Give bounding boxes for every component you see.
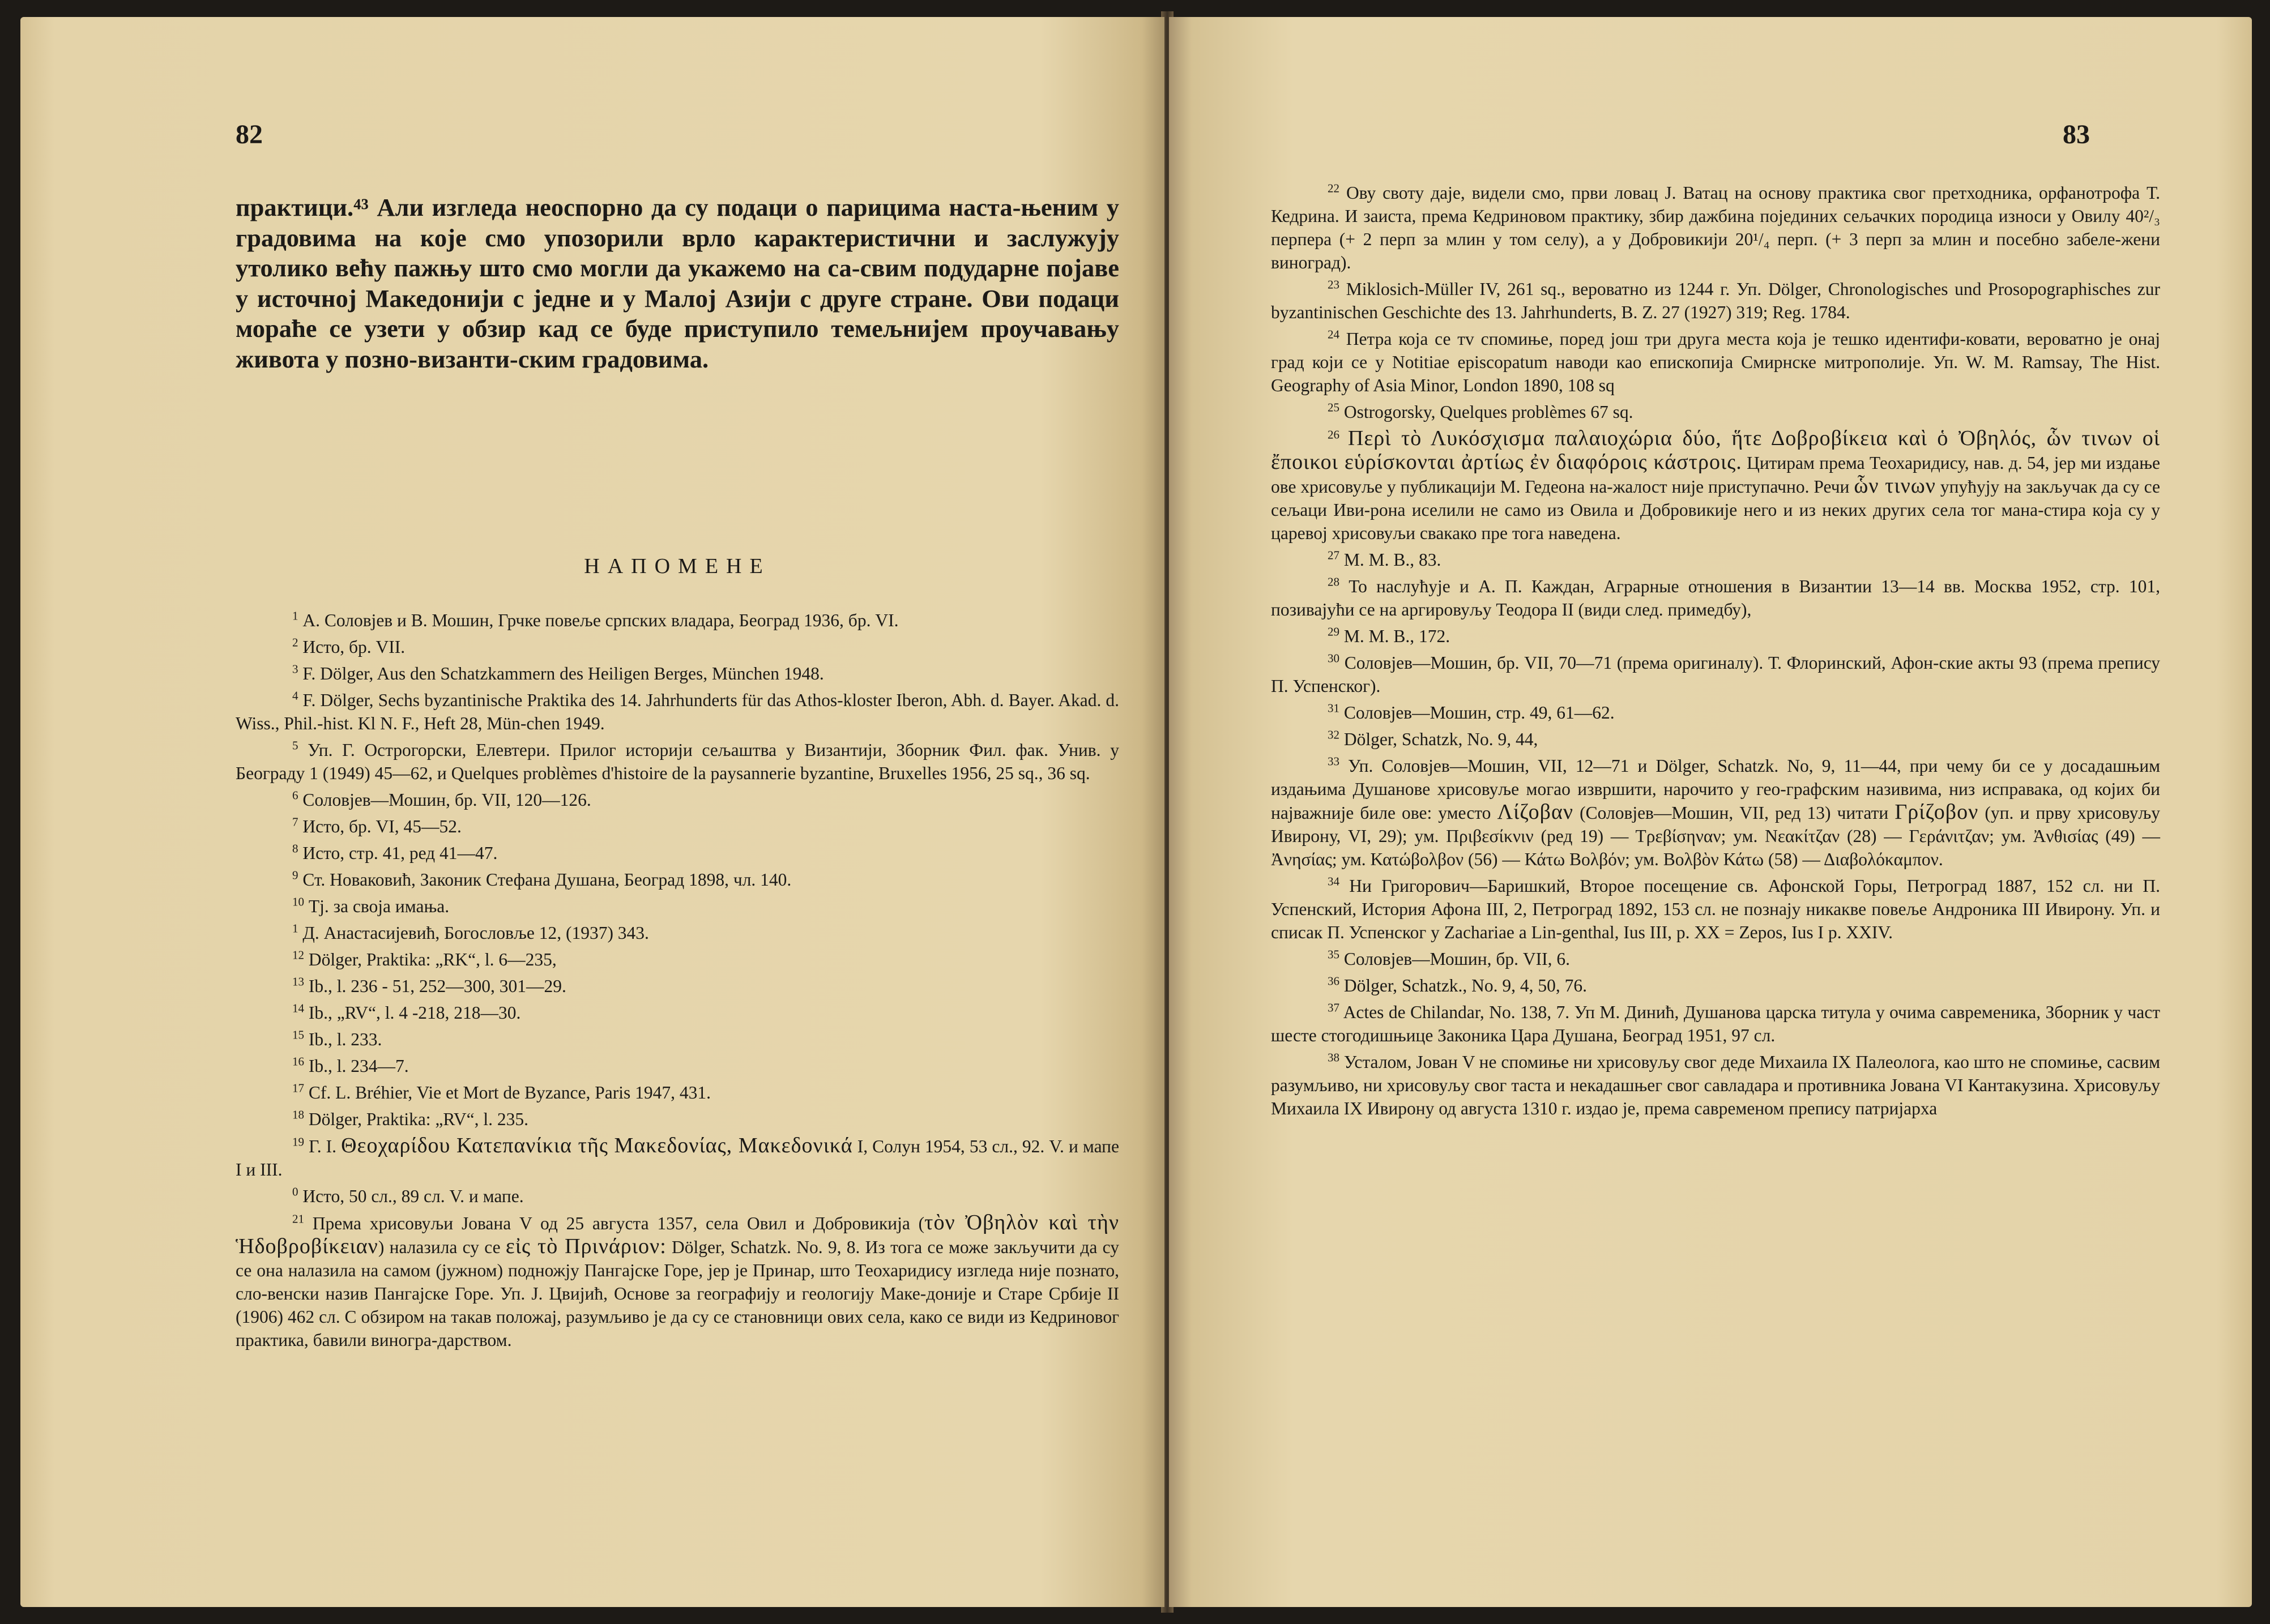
footnote-number: 34 bbox=[1328, 874, 1339, 888]
footnote-text: (уп. и прву хрисовуљу Ивирону, VI, 29); ум. Πριβεσίκνιν (ред 19) — Τρεβίσηναν; ум. Νεακίτζαν (28) — Γεράνιτζαν; ум. Ἀνθισίας (49) — Ἀνησίας; ум. Κατώβολβον (56) — Κάτω Βολβόν; ум. Βολβὸν Κάτω (58) — Διαβολόκαμπον. bbox=[1271, 803, 2160, 869]
footnote-text: F. Dölger, Sechs byzantinische Praktika des 14. Jahrhunderts für das Athos-kloster Iberon, Abh. d. Bayer. Akad. d. Wiss., Phil.-hist. Kl N. F., Heft 28, Mün-chen 1949. bbox=[236, 690, 1119, 733]
footnote-text: Г. І. bbox=[309, 1136, 342, 1156]
footnote-number: 23 bbox=[1328, 277, 1339, 292]
footnote-number: 7 bbox=[292, 815, 298, 829]
footnote bbox=[1271, 1001, 2160, 1047]
footnote-text: Исто, бр. VI, 45—52. bbox=[302, 817, 462, 836]
footnote-text: Ostrogorsky, Quelques problèmes 67 sq. bbox=[1343, 402, 1633, 422]
footnote-text: Исто, бр. VII. bbox=[302, 637, 406, 657]
footnote bbox=[236, 635, 1119, 659]
body-paragraph bbox=[236, 193, 1119, 374]
footnote-text: М. М. В., 83. bbox=[1343, 550, 1441, 570]
footnote bbox=[1271, 874, 2160, 944]
footnote bbox=[236, 841, 1119, 865]
footnote-text: Уп. Г. Острогорски, Елевтери. Прилог историји сељаштва у Византији, Зборник Фил. фак. Унив. у Београду 1 (1949) 45—62, и Quelques problèmes d'histoire de la paysannerie byzantine, Bruxelles 1956, 25 sq., 36 sq. bbox=[236, 740, 1119, 783]
footnote-number: 19 bbox=[292, 1135, 304, 1149]
footnote bbox=[1271, 651, 2160, 698]
footnote-number: 33 bbox=[1328, 754, 1339, 768]
footnote-text: Dölger, Schatzk, No. 9, 44, bbox=[1343, 729, 1538, 749]
footnote-number: 22 bbox=[1328, 181, 1339, 195]
footnote-text: Соловјев—Мошин, стр. 49, 61—62. bbox=[1343, 703, 1615, 723]
footnote bbox=[236, 1081, 1119, 1104]
footnote-text: Ib., l. 234—7. bbox=[308, 1056, 409, 1076]
footnote-text: Dölger, Praktika: „RV“, l. 235. bbox=[308, 1109, 529, 1129]
greek-quote: τὸν Ὀβηλὸν καὶ τὴν Ἡδοβροβίκειαν bbox=[236, 1211, 1120, 1258]
footnote-number: 35 bbox=[1328, 947, 1339, 961]
footnote-text: I, Солун 1954, 53 сл., 92. V. и мапе I и III. bbox=[236, 1136, 1120, 1179]
greek-quote: Γρίζοβον bbox=[1894, 800, 1979, 824]
footnote bbox=[236, 1028, 1119, 1051]
footnote-number: 4 bbox=[292, 689, 298, 703]
footnote-number: 12 bbox=[292, 948, 304, 962]
footnote-number: 37 bbox=[1328, 1001, 1339, 1015]
left-page bbox=[20, 17, 1164, 1607]
footnote bbox=[1271, 1050, 2160, 1120]
footnote-number: 17 bbox=[292, 1081, 304, 1095]
footnote-text: Цитирам према Теохаридису, нав. д. 54, јер ми издање ове хрисовуље у публикацији М. Гедеона на-жалост није приступачно. Речи bbox=[1271, 453, 2160, 497]
footnote bbox=[1271, 974, 2160, 997]
footnote-text: Actes de Chilandar, No. 138, 7. Уп М. Динић, Душанова царска титула у очима савременика, Зборник у част шесте стогодишњице Законика Цара Душана, Београд 1951, 97 сл. bbox=[1271, 1002, 2160, 1045]
footnote-text: Уп. Соловјев—Мошин, VII, 12—71 и Dölger, Schatzk. No, 9, 11—44, при чему би се у досадашњим издањима Душанове хрисовуље могао извршити, нарочито у гео-графским називима, низ исправака, од којих би најважније биле ове: уместо bbox=[1271, 756, 2161, 823]
footnote-number: 38 bbox=[1328, 1050, 1339, 1065]
footnote-text: А. Соловјев и В. Мошин, Грчке повеље српских владара, Београд 1936, бр. VI. bbox=[302, 610, 899, 630]
footnote-text: М. М. В., 172. bbox=[1343, 626, 1450, 646]
footnote-text: Усталом, Јован V не спомиње ни хрисовуљу свог деде Михаила IX Палеолога, као што не спомиње, сасвим разумљиво, ни хрисовуљу свог таста и некадашњег свог савладара и противника Јована VI Кантакузина. Хрисовуљу Михаила IX Ивирону од августа 1310 г. издао је, према савременом препису патријарха bbox=[1271, 1052, 2161, 1118]
footnote bbox=[1271, 625, 2160, 648]
footnote-number: 8 bbox=[292, 841, 298, 856]
footnote bbox=[1271, 327, 2160, 397]
footnote-text: Исто, 50 сл., 89 сл. V. и мапе. bbox=[302, 1186, 524, 1206]
footnote-number: 29 bbox=[1328, 625, 1339, 639]
footnote bbox=[236, 1185, 1119, 1208]
footnote-number: 9 bbox=[292, 868, 298, 882]
footnote bbox=[1271, 181, 2160, 274]
footnote-number: 31 bbox=[1328, 701, 1339, 715]
footnote bbox=[236, 1134, 1119, 1181]
greek-quote: Θεοχαρίδου Κατεπανίκια τῆς Μακεδονίας, Μακεδονικά bbox=[341, 1134, 853, 1157]
footnote-number: 1 bbox=[292, 609, 298, 623]
footnote-number: 21 bbox=[292, 1212, 304, 1226]
footnote-text: Ib., l. 236 - 51, 252—300, 301—29. bbox=[308, 976, 566, 996]
footnote-number: 2 bbox=[292, 635, 298, 649]
greek-quote: εἰς τὸ Πρινάριον: bbox=[505, 1234, 667, 1258]
greek-quote: Λίζοβαν bbox=[1497, 800, 1574, 824]
footnote-text: Dölger, Schatzk. No. 9, 8. Из тога се може закључити да су се она налазила на самом (јужном) подножју Пангајске Горе, јер је Принар, што Теохаридису изгледа није познато, сло-венски назив Пангајске Горе. Уп. Ј. Цвијић, Основе за географију и геологију Маке-доније и Старе Србије II (1906) 462 сл. С обзиром на такав положај, разумљиво је да су се становници ових села, како се види из Кедриновог практика, бавили виногра-дарством. bbox=[236, 1237, 1119, 1350]
footnote-text: Ову своту даје, видели смо, први ловац Ј. Ватац на основу практика свог претходника, орфанотрофа Т. Кедрина. И заиста, према Кедриновом практику, збир дажбина појединих сељачких породица износи у Овилу 40²/₃ перпера (+ 2 перп за млин у том селу), а у Добровикији 20¹/₄ перп. (+ 3 перп за млин и посебно забеле-жени виноград). bbox=[1271, 183, 2161, 272]
greek-quote: ὧν τινων bbox=[1854, 474, 1936, 498]
footnote-text: Ни Григорович—Баришкий, Второе посещение св. Афонской Горы, Петроград 1887, 152 сл. ни П. Успенский, История Афона III, 2, Петроград 1892, 153 сл. не познају никакве повеље Андроника III Ивирону. Уп. и списак П. Успенског у Zachariae a Lin-genthal, Ius III, p. XX = Zepos, Ius I p. XXIV. bbox=[1271, 876, 2160, 942]
footnote bbox=[236, 1108, 1119, 1131]
footnote-number: 27 bbox=[1328, 548, 1339, 562]
right-page bbox=[1169, 17, 2252, 1607]
footnote-number: 1 bbox=[292, 921, 298, 935]
footnote-number: 3 bbox=[292, 662, 298, 676]
footnote-text: Тј. за своја имања. bbox=[308, 896, 450, 916]
footnote-text: Соловјев—Мошин, бр. VII, 6. bbox=[1343, 949, 1570, 969]
footnote-number: 5 bbox=[292, 738, 298, 753]
footnote bbox=[1271, 277, 2160, 324]
page-number: 83 bbox=[2063, 119, 2090, 149]
footnote bbox=[236, 975, 1119, 998]
footnote-text: Соловјев—Мошин, бр. VII, 120—126. bbox=[302, 790, 591, 810]
footnote-text: F. Dölger, Aus den Schatzkammern des Heiligen Berges, München 1948. bbox=[302, 664, 824, 683]
footnote-text: Ст. Новаковић, Законик Стефана Душана, Београд 1898, чл. 140. bbox=[302, 870, 792, 890]
footnote-text: Cf. L. Bréhier, Vie et Mort de Byzance, Paris 1947, 431. bbox=[308, 1083, 711, 1102]
footnote bbox=[236, 1211, 1119, 1352]
footnote-text: То наслућује и А. П. Каждан, Аграрные отношения в Византии 13—14 вв. Москва 1952, стр. 101, позивајући се на аргировуљу Теодора II (види след. примедбу), bbox=[1271, 576, 2160, 619]
footnote-number: 14 bbox=[292, 1001, 304, 1015]
footnote-text: Dölger, Schatzk., No. 9, 4, 50, 76. bbox=[1343, 976, 1588, 995]
footnote-text: Ib., „RV“, l. 4 -218, 218—30. bbox=[308, 1003, 521, 1023]
footnote-number: 26 bbox=[1328, 428, 1339, 442]
footnote-text: Dölger, Praktika: „RK“, l. 6—235, bbox=[308, 950, 557, 969]
footnote-number: 32 bbox=[1328, 728, 1339, 742]
footnote bbox=[236, 815, 1119, 838]
footnote-text: Д. Анастасијевић, Богословље 12, (1937) 343. bbox=[302, 923, 649, 943]
footnote-number: 6 bbox=[292, 788, 298, 802]
footnote bbox=[1271, 947, 2160, 971]
footnote bbox=[236, 895, 1119, 918]
footnote-text: ) налазила су се bbox=[378, 1237, 506, 1257]
footnote bbox=[236, 662, 1119, 685]
footnote bbox=[1271, 575, 2160, 621]
footnote bbox=[1271, 754, 2160, 871]
greek-quote: Περὶ τὸ Λυκόσχισμα παλαιοχώρια δύο, ἥτε Δοβροβίκεια καὶ ὁ Ὀβηλός, ὧν τινων οἱ ἔποικοι εὑρίσκονται ἀρτίως ἐν διαφόροις κάστροις. bbox=[1271, 426, 2161, 474]
footnote bbox=[236, 868, 1119, 891]
notes-heading: НАПОМЕНЕ bbox=[584, 554, 771, 578]
footnote-number: 15 bbox=[292, 1028, 304, 1042]
footnote-text: (Соловјев—Мошин, VII, ред 13) читати bbox=[1573, 803, 1895, 823]
footnote bbox=[236, 921, 1119, 945]
footnote bbox=[236, 1001, 1119, 1024]
footnote-text: Исто, стр. 41, ред 41—47. bbox=[302, 843, 498, 863]
footnote-text: Ib., l. 233. bbox=[308, 1029, 382, 1049]
footnote-number: 36 bbox=[1328, 974, 1339, 988]
footnote-text: Miklosich-Müller IV, 261 sq., вероватно из 1244 г. Уп. Dölger, Chronologisches und Prosopographisches zur byzantinischen Geschichte des 13. Jahrhunderts, B. Z. 27 (1927) 319; Reg. 1784. bbox=[1271, 279, 2160, 322]
page-number: 82 bbox=[236, 119, 263, 149]
footnote-text: упућују на закључак да су се сељаци Иви-рона иселили не само из Овила и Добровикије него и из неких других села тог мана-стира која су у царевој хрисовуљи свакако пре тога наведена. bbox=[1271, 477, 2161, 543]
footnotes-left bbox=[236, 609, 1119, 1355]
footnote bbox=[236, 689, 1119, 735]
body-text: практици.⁴³ Али изгледа неоспорно да су подаци о парицима наста-њеним у градовима на које смо упозорили врло карактеристични и заслужују утолико већу пажњу што смо могли да укажемо на са-свим подударне појаве у источној Македонији с једне и у Малој Азији с друге стране. Ови подаци мораће се узети у обзир кад се буде приступило темељнијем проучавању живота у позно-византи-ским градовима. bbox=[236, 193, 1119, 373]
footnote-number: 16 bbox=[292, 1054, 304, 1069]
footnote-number: 18 bbox=[292, 1108, 304, 1122]
footnote bbox=[236, 948, 1119, 971]
footnote bbox=[236, 1054, 1119, 1078]
footnote bbox=[1271, 728, 2160, 751]
footnote bbox=[1271, 400, 2160, 424]
footnote-number: 25 bbox=[1328, 400, 1339, 414]
footnote-number: 30 bbox=[1328, 651, 1339, 665]
footnote-text: Соловјев—Мошин, бр. VII, 70—71 (према оригиналу). Т. Флоринский, Афон-ские акты 93 (према препису П. Успенског). bbox=[1271, 653, 2161, 696]
footnote-number: 28 bbox=[1328, 575, 1339, 589]
footnote-text: Петра која се тv спомиње, поред још три друга места која је тешко идентифи-ковати, вероватно је онај град који се у Notitiae episcopatum наводи као епископија Смирнске митрополије. Уп. W. M. Ramsay, The Hist. Geography of Asia Minor, London 1890, 108 sq bbox=[1271, 329, 2161, 395]
footnotes-right bbox=[1271, 181, 2160, 1123]
footnote bbox=[1271, 548, 2160, 571]
footnote bbox=[236, 738, 1119, 785]
footnote bbox=[1271, 701, 2160, 724]
footnote-number: 13 bbox=[292, 975, 304, 989]
footnote-number: 0 bbox=[292, 1185, 298, 1199]
footnote-number: 10 bbox=[292, 895, 304, 909]
footnote-text: Према хрисовуљи Јована V од 25 августа 1357, села Овил и Добровикија ( bbox=[312, 1213, 925, 1233]
footnote bbox=[236, 609, 1119, 632]
footnote bbox=[1271, 427, 2160, 545]
footnote bbox=[236, 788, 1119, 811]
footnote-number: 24 bbox=[1328, 327, 1339, 341]
